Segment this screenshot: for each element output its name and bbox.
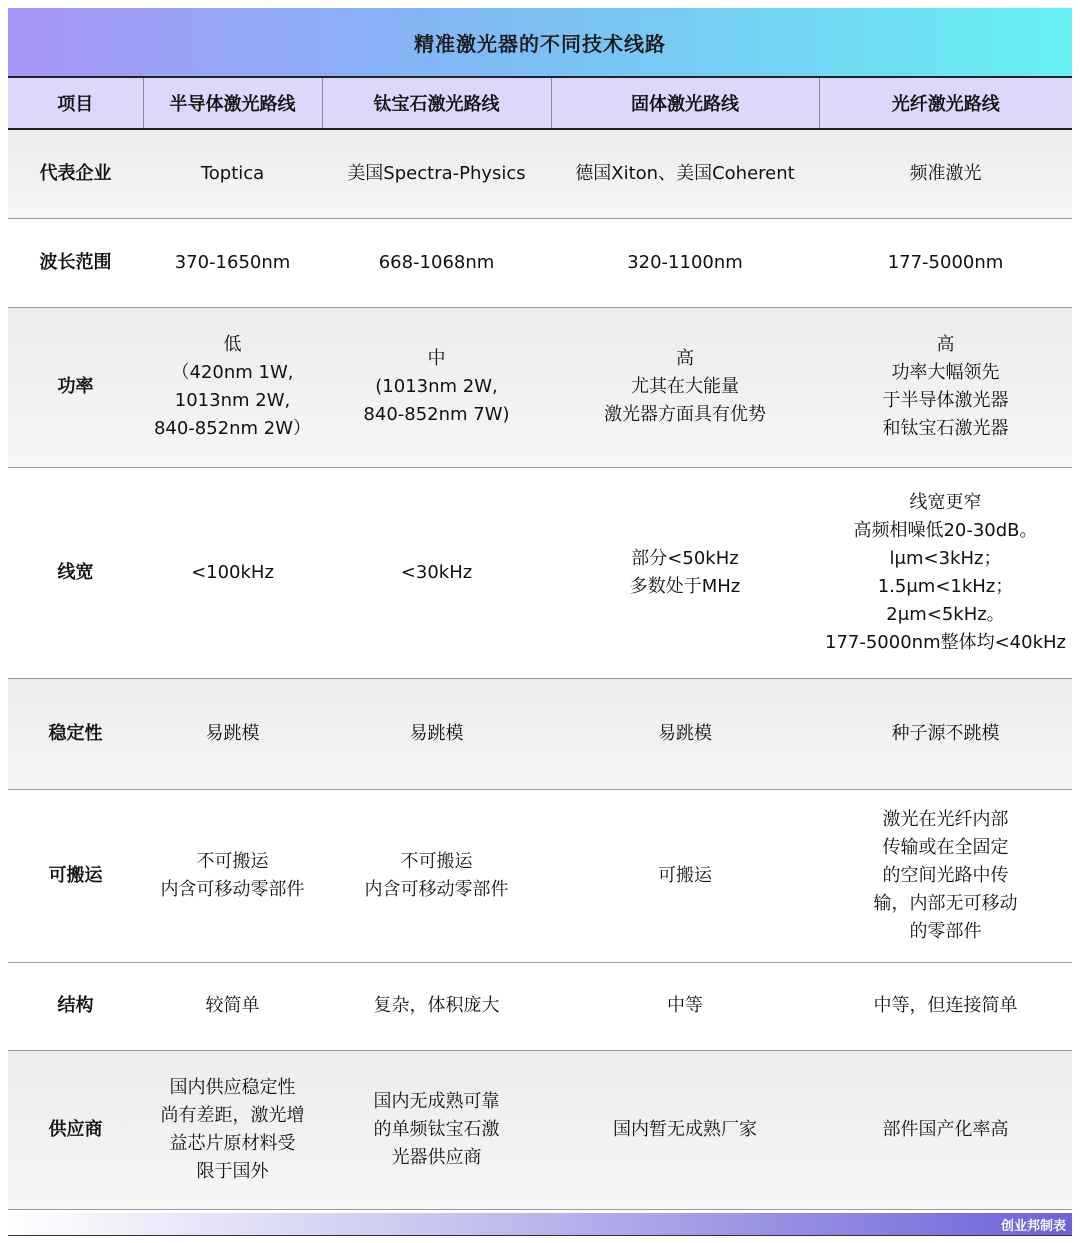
row-label: 功率 (8, 307, 143, 467)
table-cell: Toptica (143, 129, 322, 218)
row-label: 代表企业 (8, 129, 143, 218)
table-title: 精准激光器的不同技术线路 (8, 8, 1072, 76)
table-cell: 国内无成熟可靠 的单频钛宝石激 光器供应商 (322, 1050, 551, 1209)
row-label: 结构 (8, 962, 143, 1050)
table-row (8, 218, 1072, 307)
table-row (8, 962, 1072, 1050)
header-item: 项目 (8, 77, 143, 129)
table-cell: 中 (1013nm 2W, 840-852nm 7W) (322, 307, 551, 467)
header-solid-state: 固体激光路线 (551, 77, 819, 129)
table-cell: 高 尤其在大能量 激光器方面具有优势 (551, 307, 819, 467)
table-row (8, 678, 1072, 789)
table-cell: 美国Spectra-Physics (322, 129, 551, 218)
table-cell: 易跳模 (143, 678, 322, 789)
table-cell: 高 功率大幅领先 于半导体激光器 和钛宝石激光器 (819, 307, 1072, 467)
footer-credit: 创业邦制表 (1000, 1219, 1066, 1234)
table-cell: 低 （420nm 1W, 1013nm 2W, 840-852nm 2W） (143, 307, 322, 467)
comparison-table (8, 76, 1072, 1210)
table-row (8, 129, 1072, 218)
table-cell: 激光在光纤内部 传输或在全固定 的空间光路中传 输，内部无可移动 的零部件 (819, 789, 1072, 962)
table-cell: 可搬运 (551, 789, 819, 962)
table-cell: 370-1650nm (143, 218, 322, 307)
comparison-table-container (8, 8, 1072, 1210)
header-semiconductor: 半导体激光路线 (143, 77, 322, 129)
table-cell: 不可搬运 内含可移动零部件 (322, 789, 551, 962)
row-label: 供应商 (8, 1050, 143, 1209)
table-cell: 国内供应稳定性 尚有差距，激光增 益芯片原材料受 限于国外 (143, 1050, 322, 1209)
row-label: 线宽 (8, 467, 143, 678)
table-cell: 较简单 (143, 962, 322, 1050)
footer-bar (8, 1213, 1072, 1236)
header-row (8, 77, 1072, 129)
table-cell: 易跳模 (551, 678, 819, 789)
table-cell: 中等 (551, 962, 819, 1050)
row-label: 波长范围 (8, 218, 143, 307)
table-cell: 复杂，体积庞大 (322, 962, 551, 1050)
table-cell: 部件国产化率高 (819, 1050, 1072, 1209)
table-row (8, 307, 1072, 467)
table-row (8, 789, 1072, 962)
row-label: 稳定性 (8, 678, 143, 789)
row-label: 可搬运 (8, 789, 143, 962)
table-cell: 668-1068nm (322, 218, 551, 307)
table-cell: <30kHz (322, 467, 551, 678)
table-cell: 177-5000nm (819, 218, 1072, 307)
table-cell: <100kHz (143, 467, 322, 678)
table-cell: 320-1100nm (551, 218, 819, 307)
header-fiber: 光纤激光路线 (819, 77, 1072, 129)
table-cell: 不可搬运 内含可移动零部件 (143, 789, 322, 962)
table-cell: 国内暂无成熟厂家 (551, 1050, 819, 1209)
table-cell: 线宽更窄 高频相噪低20-30dB。 lμm<3kHz； 1.5μm<1kHz； 2μm<5kHz。 177-5000nm整体均<40kHz (819, 467, 1072, 678)
table-cell: 种子源不跳模 (819, 678, 1072, 789)
table-row (8, 1050, 1072, 1209)
table-cell: 中等，但连接简单 (819, 962, 1072, 1050)
table-cell: 部分<50kHz 多数处于MHz (551, 467, 819, 678)
table-cell: 频准激光 (819, 129, 1072, 218)
table-cell: 德国Xiton、美国Coherent (551, 129, 819, 218)
table-cell: 易跳模 (322, 678, 551, 789)
table-row (8, 467, 1072, 678)
header-ti-sapphire: 钛宝石激光路线 (322, 77, 551, 129)
